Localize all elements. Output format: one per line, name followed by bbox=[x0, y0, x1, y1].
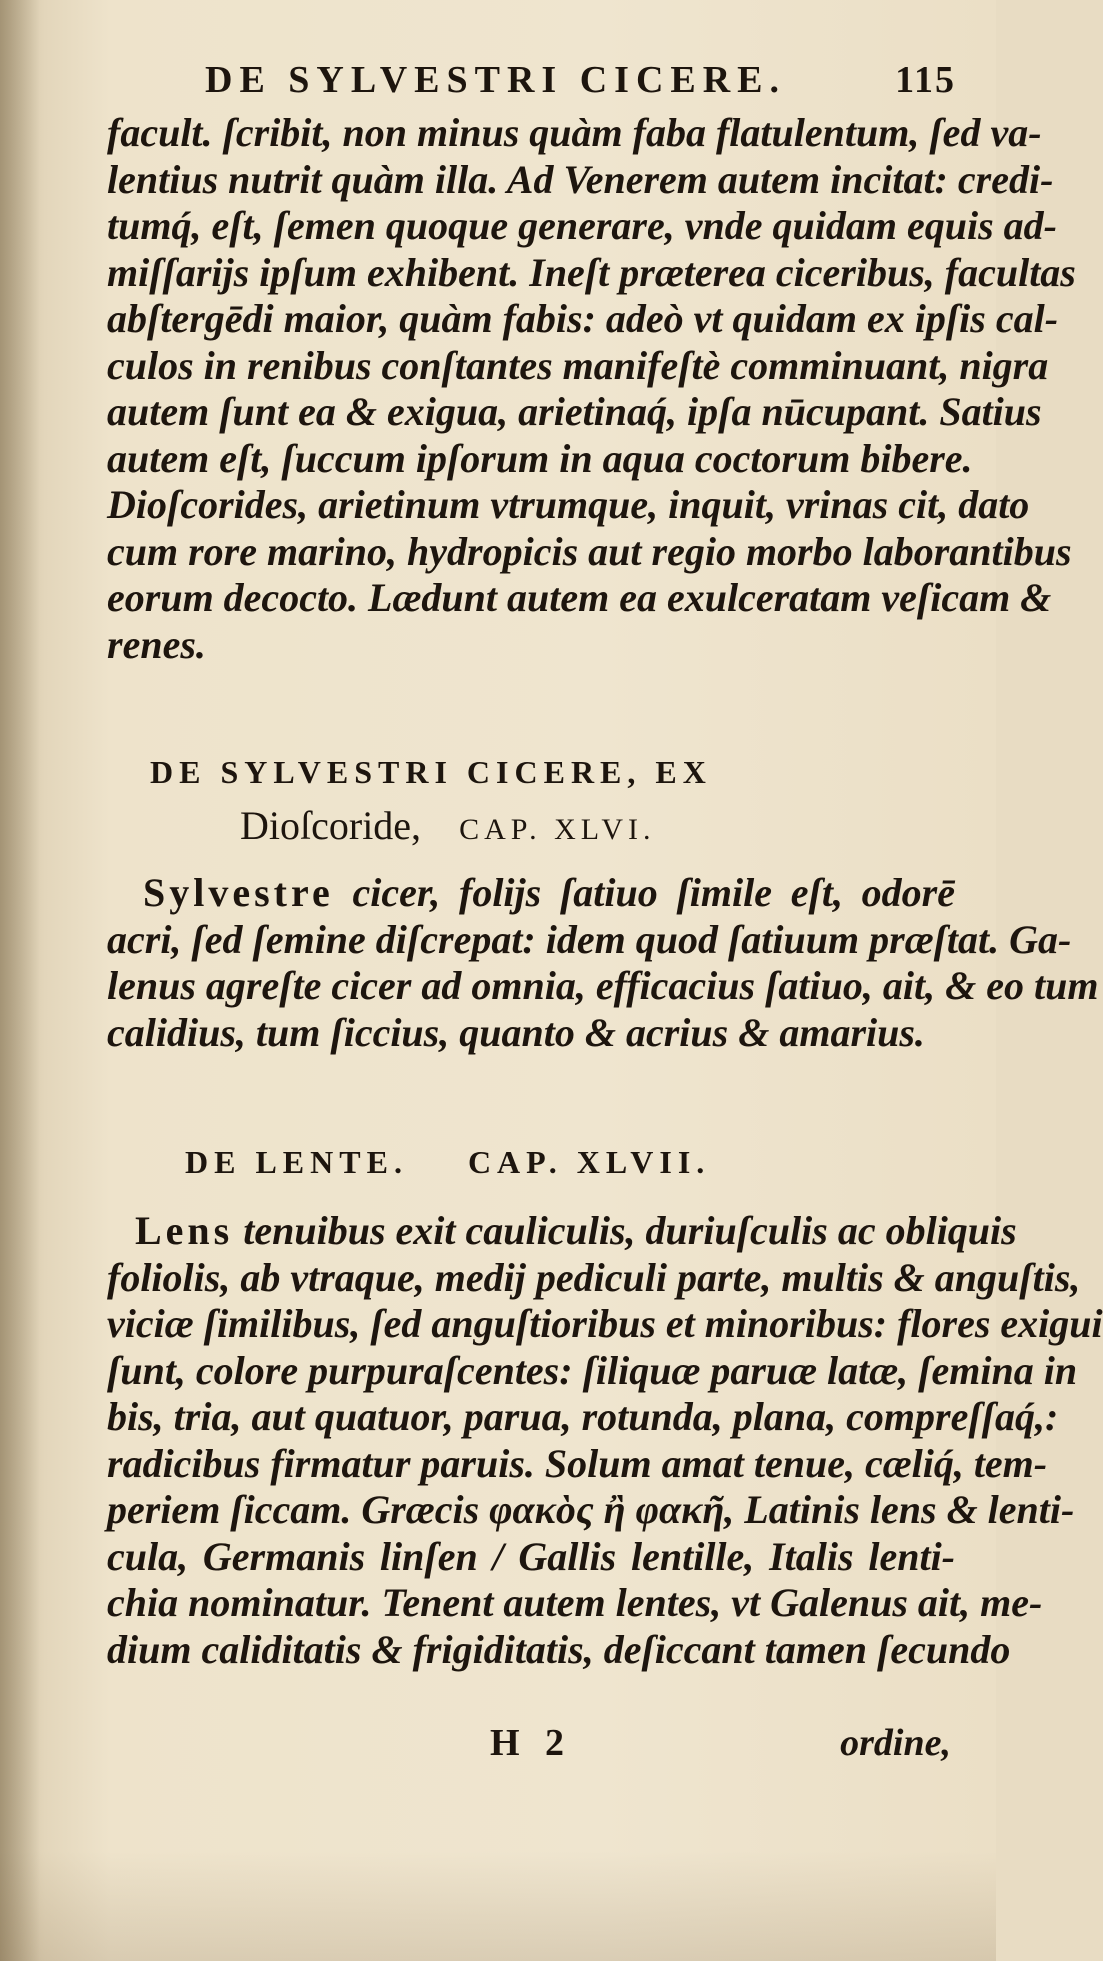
chapter-title: DE LENTE. bbox=[185, 1144, 408, 1180]
text-line: periem ſiccam. Græcis φακὸς ἢ φακῆ, Latinis lens & lenti- bbox=[107, 1487, 1075, 1532]
initial-word: Sylvestre bbox=[143, 870, 334, 915]
text-line: renes. bbox=[107, 621, 206, 667]
text-line: lenus agreſte cicer ad omnia, efficacius ſatiuo, ait, & eo tum bbox=[107, 963, 1099, 1008]
catchword: ordine, bbox=[840, 1722, 951, 1764]
chapter-heading bbox=[150, 754, 950, 791]
text-line: autem ſunt ea & exigua, arietinaq́, ipſa nūcupant. Satius bbox=[107, 389, 1042, 434]
chapter-text bbox=[75, 1208, 1103, 1673]
text-line: cula, Germanis linſen / Gallis lentille, Italis lenti- bbox=[107, 1533, 955, 1579]
chapter-source: Dioſcoride, bbox=[240, 803, 422, 848]
text-line: ſunt, colore purpuraſcentes: ſiliquæ paruæ latæ, ſemina in bbox=[107, 1347, 1078, 1393]
text-line: culos in renibus conſtantes manifeſtè comminuant, nigra bbox=[107, 342, 1049, 388]
text-line: autem eſt, ſuccum ipſorum in aqua coctorum bibere. bbox=[107, 435, 973, 481]
text-line: lentius nutrit quàm illa. Ad Venerem autem incitat: credi- bbox=[107, 156, 1054, 202]
text-line: cum rore marino, hydropicis aut regio morbo laborantibus bbox=[107, 528, 1072, 574]
chapter-number: CAP. XLVII. bbox=[467, 1144, 711, 1180]
text-line: abſtergēdi maior, quàm fabis: adeò vt quidam ex ipſis cal- bbox=[107, 296, 1059, 341]
line-rest: cicer, folijs ſatiuo ſimile eſt, odorē bbox=[352, 870, 955, 915]
text-line: viciæ ſimilibus, ſed anguſtioribus et minoribus: flores exigui bbox=[107, 1301, 1103, 1346]
signature-mark: H 2 bbox=[490, 1722, 573, 1764]
chapter-subheading bbox=[240, 802, 940, 849]
text-line: foliolis, ab vtraque, medij pediculi parte, multis & anguſtis, bbox=[107, 1254, 1081, 1300]
text-line: acri, ſed ſemine diſcrepat: idem quod ſatiuum præſtat. Ga- bbox=[107, 916, 1072, 962]
text-line: miſſarijs ipſum exhibent. Ineſt præterea ciceribus, facultas bbox=[107, 249, 1076, 295]
text-line: calidius, tum ſiccius, quanto & acrius & amarius. bbox=[107, 1009, 925, 1055]
page-number: 115 bbox=[895, 59, 956, 101]
running-title: DE SYLVESTRI CICERE. bbox=[205, 59, 787, 101]
text-line: Dioſcorides, arietinum vtrumque, inquit, vrinas cit, dato bbox=[107, 482, 1030, 527]
page-shadow bbox=[0, 1851, 996, 1961]
text-line: dium caliditatis & frigiditatis, deſiccant tamen ſecundo bbox=[107, 1626, 1011, 1672]
gutter-shadow bbox=[0, 0, 40, 1961]
text-line: tumq́, eſt, ſemen quoque generare, vnde quidam equis ad- bbox=[107, 203, 1057, 248]
text-line bbox=[75, 1208, 1017, 1255]
paragraph-continuation bbox=[75, 110, 1076, 668]
text-line: chia nominatur. Tenent autem lentes, vt Galenus ait, me- bbox=[107, 1580, 1043, 1625]
text-line: facult. ſcribit, non minus quàm faba flatulentum, ſed va- bbox=[107, 110, 1042, 155]
chapter-title: DE SYLVESTRI CICERE, EX bbox=[150, 754, 712, 790]
chapter-heading bbox=[185, 1144, 945, 1181]
running-head bbox=[205, 58, 956, 108]
text-line bbox=[75, 870, 955, 917]
line-rest: tenuibus exit cauliculis, duriuſculis ac obliquis bbox=[243, 1208, 1017, 1253]
text-line: bis, tria, aut quatuor, parua, rotunda, plana, compreſſaq́,: bbox=[107, 1394, 1059, 1439]
chapter-text bbox=[75, 870, 1099, 1056]
text-line: eorum decocto. Lædunt autem ea exulceratam veſicam & bbox=[107, 575, 1052, 620]
text-line: radicibus firmatur paruis. Solum amat tenue, cæliq́, tem- bbox=[107, 1440, 1048, 1486]
chapter-number: CAP. XLVI. bbox=[459, 813, 656, 846]
initial-word: Lens bbox=[135, 1208, 234, 1253]
